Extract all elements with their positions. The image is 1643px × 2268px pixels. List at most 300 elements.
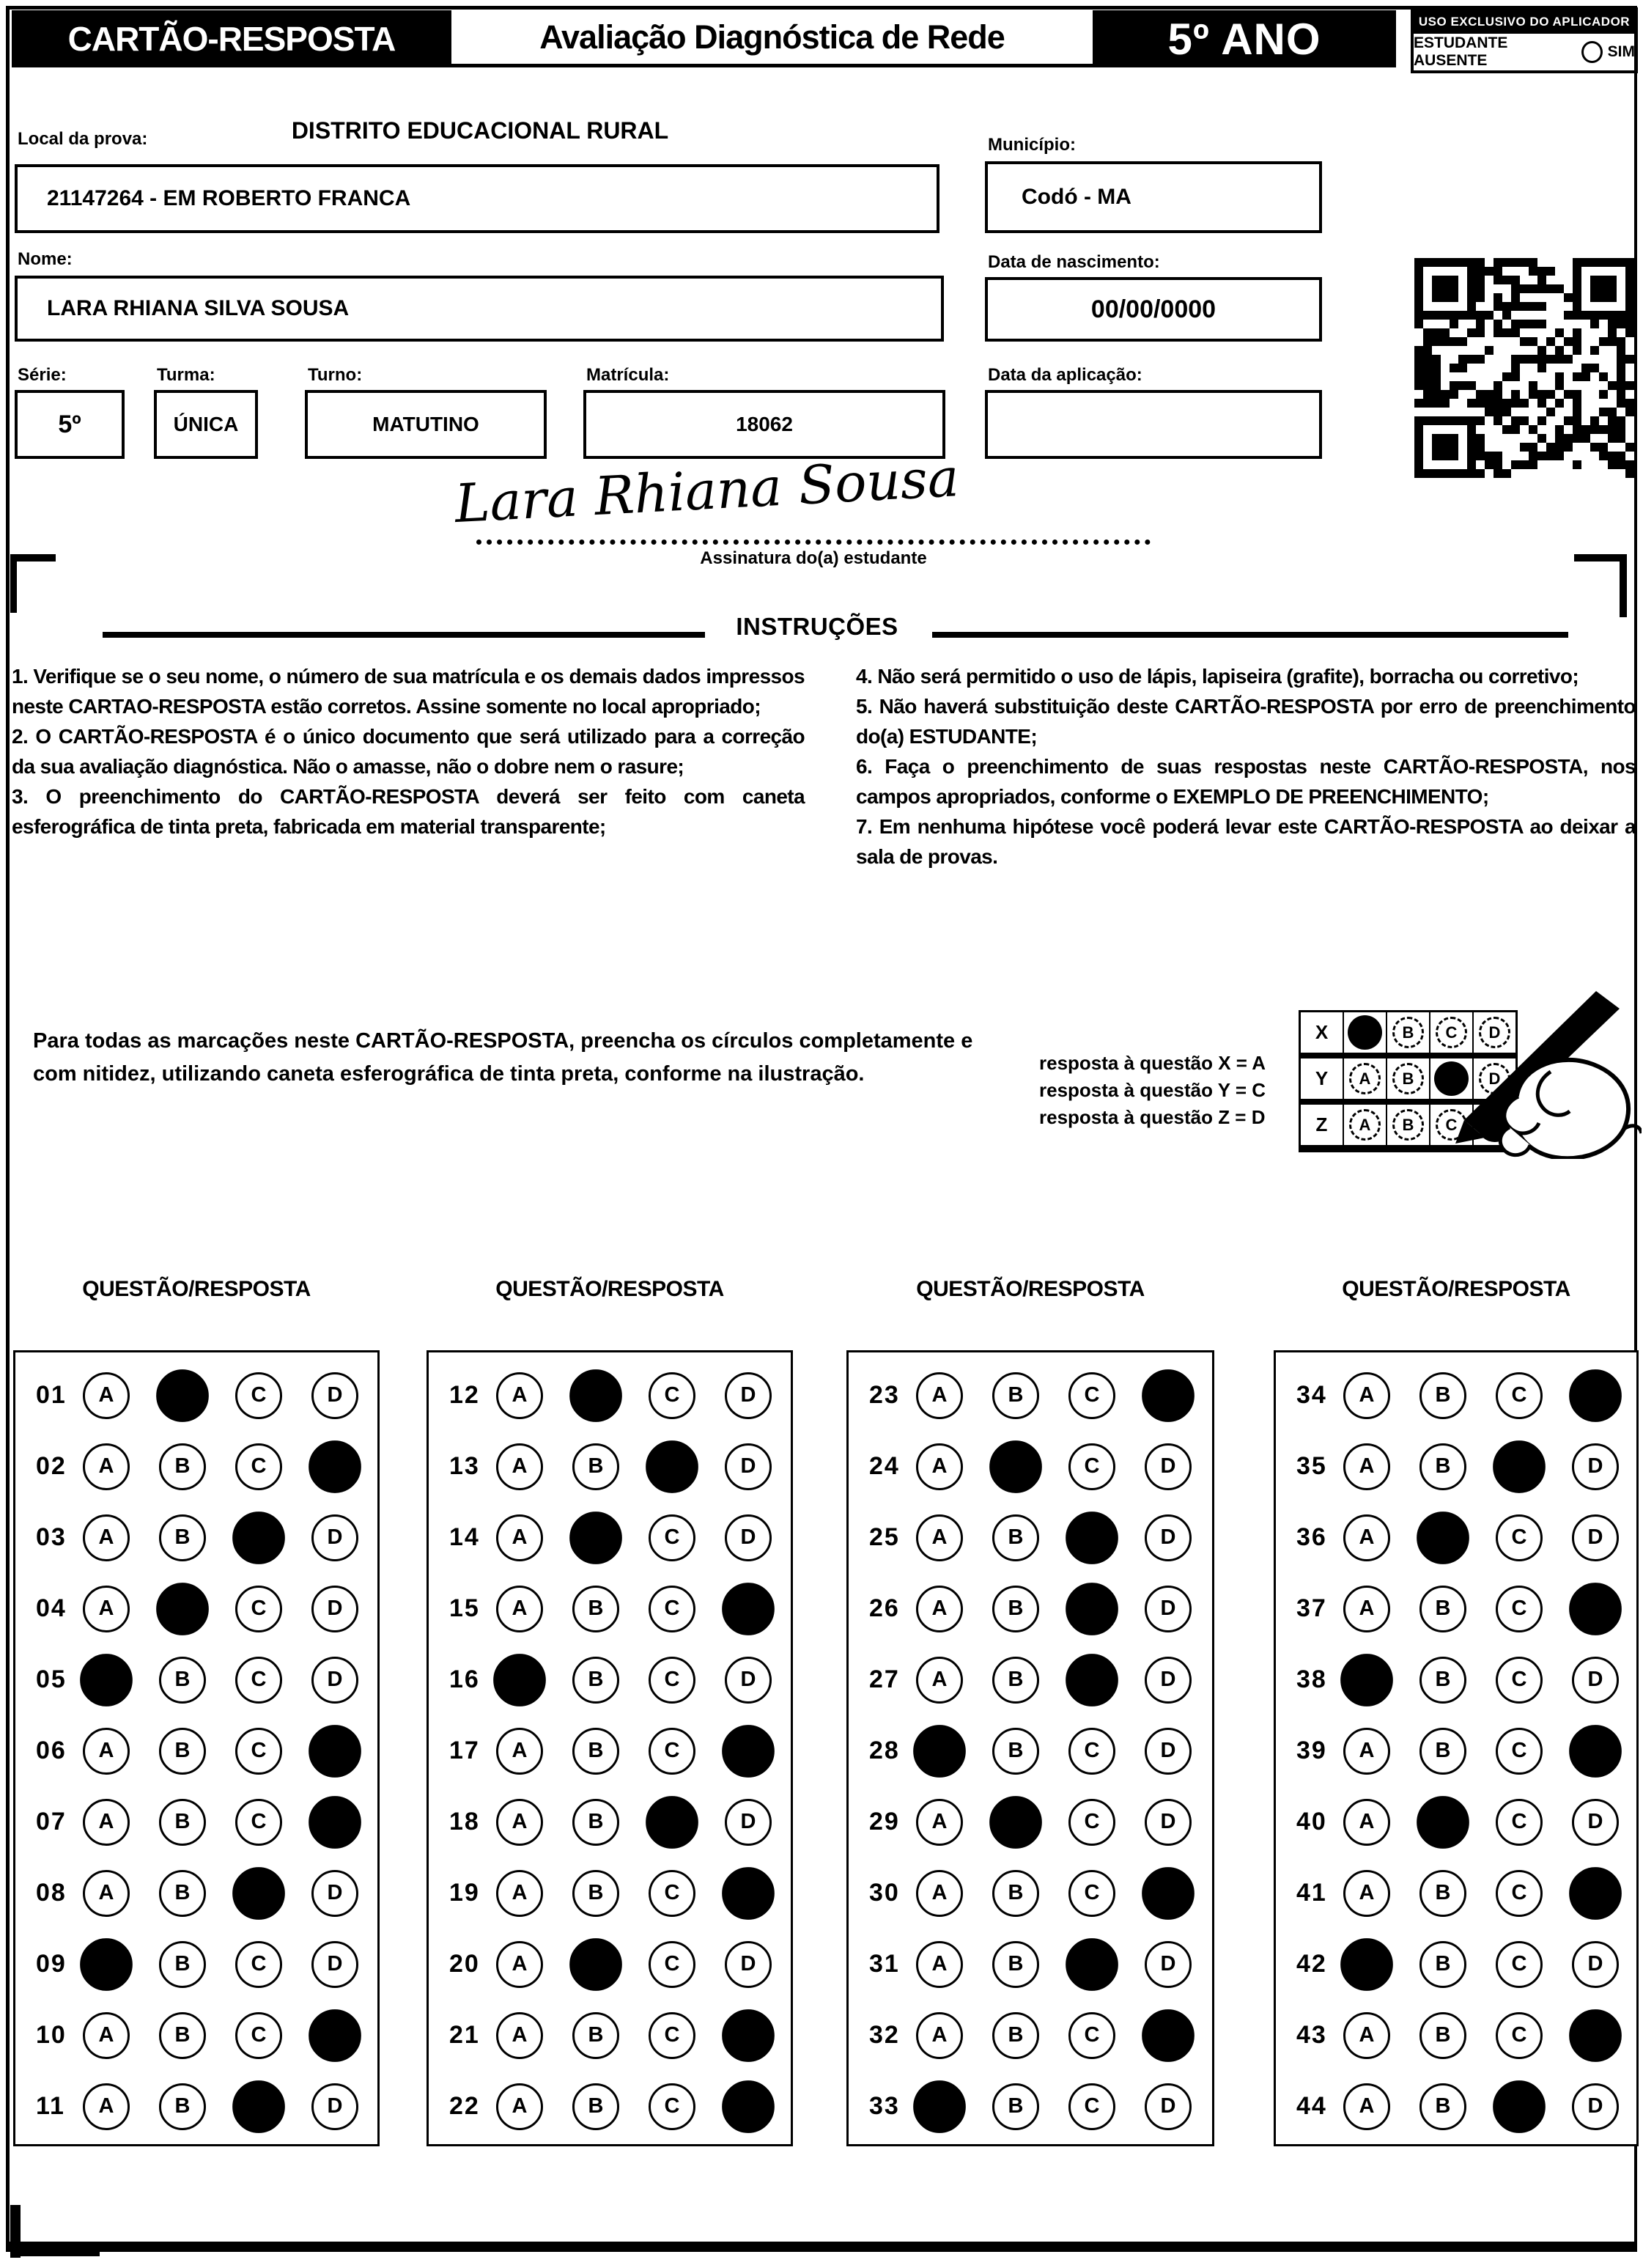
instruction-item: 2. O CARTÃO-RESPOSTA é o único documento que será utilizado para a correção da sua avaliação diagnóstica. Não o amasse, não o dobre nem o rasure; — [12, 725, 805, 778]
question-row — [849, 1573, 1212, 1644]
bubble-q40-c[interactable]: C — [1496, 1799, 1543, 1846]
bubble-q42-d[interactable]: D — [1572, 1941, 1619, 1988]
bubble-q38-a-filled[interactable] — [1340, 1654, 1393, 1706]
nascimento-label: Data de nascimento: — [988, 252, 1160, 272]
bubble-q19-c[interactable]: C — [649, 1870, 695, 1917]
bubble-q24-d[interactable]: D — [1145, 1443, 1192, 1490]
bubble-group — [1343, 2012, 1619, 2059]
answer-block — [1274, 1350, 1639, 2146]
bubble-q03-a[interactable]: A — [83, 1514, 130, 1561]
bubble-group — [496, 1372, 772, 1419]
instructions-left-column — [12, 661, 805, 842]
bubble-q02-d-filled[interactable] — [309, 1440, 361, 1493]
bubble-q09-b[interactable]: B — [159, 1941, 206, 1988]
bubble-q43-b[interactable]: B — [1419, 2012, 1466, 2059]
bubble-q20-c[interactable]: C — [649, 1941, 695, 1988]
bubble-q15-d-filled[interactable] — [722, 1583, 775, 1635]
bubble-q13-d[interactable]: D — [725, 1443, 772, 1490]
bubble-group — [83, 1799, 358, 1846]
bubble-q14-d[interactable]: D — [725, 1514, 772, 1561]
bubble-q36-b-filled[interactable] — [1417, 1512, 1469, 1564]
bubble-q22-a[interactable]: A — [496, 2083, 543, 2130]
bubble-q41-a[interactable]: A — [1343, 1870, 1390, 1917]
question-number: 21 — [449, 2021, 480, 2049]
bubble-q37-c[interactable]: C — [1496, 1586, 1543, 1632]
bubble-q02-b[interactable]: B — [159, 1443, 206, 1490]
crop-mark-bottom-left-2 — [10, 2245, 100, 2256]
question-number: 44 — [1296, 2092, 1327, 2120]
bubble-q01-a[interactable]: A — [83, 1372, 130, 1419]
answer-column — [427, 1277, 793, 2146]
bubble-q27-a[interactable]: A — [916, 1657, 963, 1704]
bubble-q31-b[interactable]: B — [992, 1941, 1039, 1988]
bubble-q39-c[interactable]: C — [1496, 1728, 1543, 1775]
bubble-q37-d-filled[interactable] — [1569, 1583, 1622, 1635]
bubble-q06-c[interactable]: C — [235, 1728, 282, 1775]
legend-line: resposta à questão Z = D — [1039, 1106, 1266, 1128]
bubble-q32-d-filled[interactable] — [1142, 2009, 1195, 2062]
bubble-q19-a[interactable]: A — [496, 1870, 543, 1917]
bubble-q11-d[interactable]: D — [311, 2083, 358, 2130]
bubble-q17-d-filled[interactable] — [722, 1725, 775, 1778]
bubble-q13-a[interactable]: A — [496, 1443, 543, 1490]
bubble-group — [83, 1657, 358, 1704]
question-row — [15, 1929, 377, 2000]
bubble-q39-a[interactable]: A — [1343, 1728, 1390, 1775]
bubble-q40-b-filled[interactable] — [1417, 1796, 1469, 1849]
example-bubble-b: B — [1392, 1109, 1424, 1141]
applicator-box-title: USO EXCLUSIVO DO APLICADOR — [1414, 10, 1635, 34]
question-number: 16 — [449, 1665, 480, 1693]
bubble-q30-a[interactable]: A — [916, 1870, 963, 1917]
question-number: 23 — [869, 1381, 900, 1409]
question-row — [429, 1431, 791, 1502]
bubble-group — [916, 1870, 1192, 1917]
instruction-item: 7. Em nenhuma hipótese você poderá levar este CARTÃO-RESPOSTA ao deixar a sala de provas. — [856, 815, 1636, 868]
bubble-q05-d[interactable]: D — [311, 1657, 358, 1704]
bubble-q38-d[interactable]: D — [1572, 1657, 1619, 1704]
question-row — [1276, 1360, 1636, 1431]
bubble-q37-a[interactable]: A — [1343, 1586, 1390, 1632]
bubble-q26-d[interactable]: D — [1145, 1586, 1192, 1632]
bubble-group — [916, 2083, 1192, 2130]
example-bubble-a: A — [1349, 1063, 1381, 1094]
bubble-q41-d-filled[interactable] — [1569, 1867, 1622, 1920]
bubble-group — [496, 2012, 772, 2059]
nome-label: Nome: — [18, 249, 73, 269]
bubble-q26-c-filled[interactable] — [1066, 1583, 1118, 1635]
bubble-q30-d-filled[interactable] — [1142, 1867, 1195, 1920]
question-number: 14 — [449, 1523, 480, 1551]
question-row — [1276, 1786, 1636, 1858]
bubble-q35-b[interactable]: B — [1419, 1443, 1466, 1490]
bubble-group — [83, 1586, 358, 1632]
bubble-q06-b[interactable]: B — [159, 1728, 206, 1775]
aplicacao-label: Data da aplicação: — [988, 365, 1142, 385]
school-field: 21147264 - EM ROBERTO FRANCA — [15, 164, 939, 233]
bubble-q09-d[interactable]: D — [311, 1941, 358, 1988]
bubble-q34-c[interactable]: C — [1496, 1372, 1543, 1419]
bubble-q18-a[interactable]: A — [496, 1799, 543, 1846]
bubble-group — [83, 2012, 358, 2059]
bubble-q41-b[interactable]: B — [1419, 1870, 1466, 1917]
question-row — [849, 1360, 1212, 1431]
bubble-q05-a-filled[interactable] — [80, 1654, 133, 1706]
bubble-q11-a[interactable]: A — [83, 2083, 130, 2130]
bubble-q38-b[interactable]: B — [1419, 1657, 1466, 1704]
bubble-group — [1343, 1728, 1619, 1775]
bubble-q04-c[interactable]: C — [235, 1586, 282, 1632]
bubble-q21-b[interactable]: B — [572, 2012, 619, 2059]
crop-mark-top-left — [10, 554, 56, 613]
question-row — [849, 2071, 1212, 2142]
bubble-q35-d[interactable]: D — [1572, 1443, 1619, 1490]
bubble-q23-c[interactable]: C — [1068, 1372, 1115, 1419]
bubble-q40-d[interactable]: D — [1572, 1799, 1619, 1846]
bubble-q32-a[interactable]: A — [916, 2012, 963, 2059]
question-row — [429, 1715, 791, 1786]
question-number: 43 — [1296, 2021, 1327, 2049]
bubble-q10-a[interactable]: A — [83, 2012, 130, 2059]
bubble-q32-b[interactable]: B — [992, 2012, 1039, 2059]
bubble-q22-b[interactable]: B — [572, 2083, 619, 2130]
bubble-q24-c[interactable]: C — [1068, 1443, 1115, 1490]
bubble-q30-c[interactable]: C — [1068, 1870, 1115, 1917]
bubble-q27-c-filled[interactable] — [1066, 1654, 1118, 1706]
bubble-q31-c-filled[interactable] — [1066, 1938, 1118, 1991]
bubble-q26-a[interactable]: A — [916, 1586, 963, 1632]
bubble-q22-c[interactable]: C — [649, 2083, 695, 2130]
question-row — [1276, 1929, 1636, 2000]
question-row — [1276, 1431, 1636, 1502]
bubble-q05-c[interactable]: C — [235, 1657, 282, 1704]
bubble-q11-b[interactable]: B — [159, 2083, 206, 2130]
bubble-q17-c[interactable]: C — [649, 1728, 695, 1775]
bubble-q29-a[interactable]: A — [916, 1799, 963, 1846]
bubble-q09-c[interactable]: C — [235, 1941, 282, 1988]
bubble-q08-d[interactable]: D — [311, 1870, 358, 1917]
bubble-group — [916, 1586, 1192, 1632]
bubble-q25-c-filled[interactable] — [1066, 1512, 1118, 1564]
bubble-q16-d[interactable]: D — [725, 1657, 772, 1704]
bubble-q12-c[interactable]: C — [649, 1372, 695, 1419]
instructions-title: INSTRUÇÕES — [736, 613, 898, 640]
bubble-q34-b[interactable]: B — [1419, 1372, 1466, 1419]
rule-left — [103, 632, 705, 638]
bubble-q27-d[interactable]: D — [1145, 1657, 1192, 1704]
question-number: 36 — [1296, 1523, 1327, 1551]
bubble-group — [496, 1657, 772, 1704]
example-bubble-b: B — [1392, 1017, 1424, 1048]
bubble-q10-d-filled[interactable] — [309, 2009, 361, 2062]
bubble-q21-a[interactable]: A — [496, 2012, 543, 2059]
turma-label: Turma: — [157, 365, 215, 385]
bubble-q37-b[interactable]: B — [1419, 1586, 1466, 1632]
bubble-group — [916, 1514, 1192, 1561]
bubble-q05-b[interactable]: B — [159, 1657, 206, 1704]
bubble-q15-a[interactable]: A — [496, 1586, 543, 1632]
bubble-q23-a[interactable]: A — [916, 1372, 963, 1419]
bubble-q07-a[interactable]: A — [83, 1799, 130, 1846]
question-row — [429, 1786, 791, 1858]
bubble-q19-d-filled[interactable] — [722, 1867, 775, 1920]
question-number: 27 — [869, 1665, 900, 1693]
serie-label: Série: — [18, 365, 67, 385]
bubble-q22-d-filled[interactable] — [722, 2080, 775, 2133]
example-cell — [1343, 1012, 1386, 1053]
bubble-q08-b[interactable]: B — [159, 1870, 206, 1917]
bubble-q08-c-filled[interactable] — [232, 1867, 285, 1920]
question-row — [1276, 1644, 1636, 1715]
question-row — [15, 1431, 377, 1502]
bubble-q12-d[interactable]: D — [725, 1372, 772, 1419]
bubble-q15-b[interactable]: B — [572, 1586, 619, 1632]
example-bubble-d: D — [1479, 1063, 1510, 1094]
bubble-q34-a[interactable]: A — [1343, 1372, 1390, 1419]
bubble-q13-c-filled[interactable] — [646, 1440, 698, 1493]
bubble-q10-b[interactable]: B — [159, 2012, 206, 2059]
question-row — [1276, 1715, 1636, 1786]
municipio-field: Codó - MA — [985, 161, 1322, 233]
question-number: 17 — [449, 1737, 480, 1764]
bubble-q43-d-filled[interactable] — [1569, 2009, 1622, 2062]
bubble-q07-c[interactable]: C — [235, 1799, 282, 1846]
question-number: 31 — [869, 1950, 900, 1978]
bubble-q16-c[interactable]: C — [649, 1657, 695, 1704]
bubble-group — [496, 1799, 772, 1846]
bubble-q27-b[interactable]: B — [992, 1657, 1039, 1704]
bubble-q11-c-filled[interactable] — [232, 2080, 285, 2133]
bubble-q01-d[interactable]: D — [311, 1372, 358, 1419]
bubble-q21-c[interactable]: C — [649, 2012, 695, 2059]
bubble-q39-d-filled[interactable] — [1569, 1725, 1622, 1778]
bubble-q38-c[interactable]: C — [1496, 1657, 1543, 1704]
question-number: 32 — [869, 2021, 900, 2049]
bubble-q33-b[interactable]: B — [992, 2083, 1039, 2130]
bubble-q25-a[interactable]: A — [916, 1514, 963, 1561]
bubble-q36-a[interactable]: A — [1343, 1514, 1390, 1561]
question-number: 29 — [869, 1808, 900, 1836]
bubble-q26-b[interactable]: B — [992, 1586, 1039, 1632]
bubble-q42-a-filled[interactable] — [1340, 1938, 1393, 1991]
question-row — [15, 1715, 377, 1786]
bubble-q42-c[interactable]: C — [1496, 1941, 1543, 1988]
bubble-q31-d[interactable]: D — [1145, 1941, 1192, 1988]
bubble-q40-a[interactable]: A — [1343, 1799, 1390, 1846]
question-row — [849, 1715, 1212, 1786]
question-row — [1276, 2000, 1636, 2071]
bubble-q14-b-filled[interactable] — [569, 1512, 622, 1564]
bubble-q01-b-filled[interactable] — [156, 1369, 209, 1422]
bubble-q35-a[interactable]: A — [1343, 1443, 1390, 1490]
bubble-q18-b[interactable]: B — [572, 1799, 619, 1846]
bubble-q06-a[interactable]: A — [83, 1728, 130, 1775]
bubble-q03-d[interactable]: D — [311, 1514, 358, 1561]
absent-checkbox[interactable] — [1581, 41, 1603, 63]
question-number: 33 — [869, 2092, 900, 2120]
question-number: 02 — [36, 1452, 67, 1480]
bubble-group — [83, 1372, 358, 1419]
bubble-q10-c[interactable]: C — [235, 2012, 282, 2059]
bubble-q04-a[interactable]: A — [83, 1586, 130, 1632]
question-number: 30 — [869, 1879, 900, 1907]
question-number: 03 — [36, 1523, 67, 1551]
bubble-q19-b[interactable]: B — [572, 1870, 619, 1917]
example-row-label: Z — [1315, 1113, 1328, 1135]
bubble-q29-b-filled[interactable] — [989, 1796, 1042, 1849]
bubble-q42-b[interactable]: B — [1419, 1941, 1466, 1988]
question-number: 11 — [36, 2092, 65, 2120]
bubble-q06-d-filled[interactable] — [309, 1725, 361, 1778]
bubble-q15-c[interactable]: C — [649, 1586, 695, 1632]
question-number: 06 — [36, 1737, 67, 1764]
question-number: 01 — [36, 1381, 67, 1409]
bubble-group — [1343, 1941, 1619, 1988]
student-signature: Lara Rhiana Sousa — [453, 446, 961, 535]
instruction-item: 3. O preenchimento do CARTÃO-RESPOSTA deverá ser feito com caneta esferográfica de tinta preta, fabricada em material transparente; — [12, 785, 805, 838]
bubble-q44-a[interactable]: A — [1343, 2083, 1390, 2130]
bubble-q34-d-filled[interactable] — [1569, 1369, 1622, 1422]
example-cell — [1343, 1058, 1386, 1099]
bubble-q36-d[interactable]: D — [1572, 1514, 1619, 1561]
bubble-q39-b[interactable]: B — [1419, 1728, 1466, 1775]
local-value: DISTRITO EDUCACIONAL RURAL — [291, 117, 669, 144]
bubble-group — [916, 1657, 1192, 1704]
bubble-q33-d[interactable]: D — [1145, 2083, 1192, 2130]
question-row — [849, 1858, 1212, 1929]
instruction-item: 6. Faça o preenchimento de suas respostas neste CARTÃO-RESPOSTA, nos campos apropriados, conforme o EXEMPLO DE PREENCHIMENTO; — [856, 755, 1636, 808]
bubble-q43-c[interactable]: C — [1496, 2012, 1543, 2059]
question-row — [429, 2071, 791, 2142]
bubble-q44-b[interactable]: B — [1419, 2083, 1466, 2130]
answer-column — [13, 1277, 380, 2146]
bubble-q41-c[interactable]: C — [1496, 1870, 1543, 1917]
bubble-q32-c[interactable]: C — [1068, 2012, 1115, 2059]
crop-mark-top-right — [1574, 554, 1627, 617]
question-number: 42 — [1296, 1950, 1327, 1978]
bubble-q02-c[interactable]: C — [235, 1443, 282, 1490]
bubble-q35-c-filled[interactable] — [1493, 1440, 1546, 1493]
bubble-q18-c-filled[interactable] — [646, 1796, 698, 1849]
bubble-q03-c-filled[interactable] — [232, 1512, 285, 1564]
example-bubble-a: A — [1349, 1109, 1381, 1141]
question-number: 34 — [1296, 1381, 1327, 1409]
bubble-group — [916, 1799, 1192, 1846]
bubble-q03-b[interactable]: B — [159, 1514, 206, 1561]
bubble-q24-a[interactable]: A — [916, 1443, 963, 1490]
bubble-group — [1343, 1870, 1619, 1917]
bubble-q14-c[interactable]: C — [649, 1514, 695, 1561]
answer-block — [427, 1350, 793, 2146]
bubble-q30-b[interactable]: B — [992, 1870, 1039, 1917]
answer-column — [846, 1277, 1214, 2146]
bubble-group — [496, 1443, 772, 1490]
bubble-group — [1343, 1799, 1619, 1846]
example-legend — [1039, 1050, 1296, 1131]
instruction-item: 5. Não haverá substituição deste CARTÃO-RESPOSTA por erro de preenchimento do(a) ESTUDANTE; — [856, 695, 1636, 748]
bubble-q07-b[interactable]: B — [159, 1799, 206, 1846]
bubble-q21-d-filled[interactable] — [722, 2009, 775, 2062]
bubble-group — [496, 1870, 772, 1917]
example-bubble-d: D — [1479, 1017, 1510, 1048]
exam-title: Avaliação Diagnóstica de Rede — [451, 10, 1093, 67]
answer-column-title: QUESTÃO/RESPOSTA — [82, 1277, 311, 1301]
question-row — [15, 1502, 377, 1573]
question-row — [15, 1360, 377, 1431]
bubble-q20-a[interactable]: A — [496, 1941, 543, 1988]
hand-pen-illustration — [1407, 987, 1642, 1159]
answer-column-title: QUESTÃO/RESPOSTA — [916, 1277, 1145, 1301]
question-row — [15, 1644, 377, 1715]
bubble-q25-b[interactable]: B — [992, 1514, 1039, 1561]
bubble-q28-c[interactable]: C — [1068, 1728, 1115, 1775]
bubble-q12-b-filled[interactable] — [569, 1369, 622, 1422]
bubble-group — [83, 1941, 358, 1988]
bubble-q17-a[interactable]: A — [496, 1728, 543, 1775]
bubble-q09-a-filled[interactable] — [80, 1938, 133, 1991]
bubble-q28-a-filled[interactable] — [913, 1725, 966, 1778]
bubble-q28-b[interactable]: B — [992, 1728, 1039, 1775]
bubble-q25-d[interactable]: D — [1145, 1514, 1192, 1561]
bubble-group — [83, 1728, 358, 1775]
bubble-q31-a[interactable]: A — [916, 1941, 963, 1988]
bubble-q02-a[interactable]: A — [83, 1443, 130, 1490]
bubble-q04-d[interactable]: D — [311, 1586, 358, 1632]
question-row — [429, 1502, 791, 1573]
absent-label: ESTUDANTE AUSENTE — [1414, 34, 1508, 69]
bubble-q16-b[interactable]: B — [572, 1657, 619, 1704]
bubble-q16-a-filled[interactable] — [493, 1654, 546, 1706]
bubble-q17-b[interactable]: B — [572, 1728, 619, 1775]
bubble-q18-d[interactable]: D — [725, 1799, 772, 1846]
bubble-q04-b-filled[interactable] — [156, 1583, 209, 1635]
bubble-q29-d[interactable]: D — [1145, 1799, 1192, 1846]
bubble-q43-a[interactable]: A — [1343, 2012, 1390, 2059]
bubble-q44-d[interactable]: D — [1572, 2083, 1619, 2130]
bubble-q24-b-filled[interactable] — [989, 1440, 1042, 1493]
bubble-q44-c-filled[interactable] — [1493, 2080, 1546, 2133]
bubble-q01-c[interactable]: C — [235, 1372, 282, 1419]
local-label: Local da prova: — [18, 129, 148, 149]
bubble-q12-a[interactable]: A — [496, 1372, 543, 1419]
bubble-q13-b[interactable]: B — [572, 1443, 619, 1490]
bubble-q14-a[interactable]: A — [496, 1514, 543, 1561]
absent-option-label: SIM — [1607, 43, 1635, 60]
question-number: 09 — [36, 1950, 67, 1978]
bubble-q33-a-filled[interactable] — [913, 2080, 966, 2133]
question-row — [849, 1431, 1212, 1502]
bubble-q29-c[interactable]: C — [1068, 1799, 1115, 1846]
bubble-q20-d[interactable]: D — [725, 1941, 772, 1988]
question-number: 15 — [449, 1594, 480, 1622]
question-row — [429, 1929, 791, 2000]
bubble-q33-c[interactable]: C — [1068, 2083, 1115, 2130]
bubble-q36-c[interactable]: C — [1496, 1514, 1543, 1561]
instruction-item: 1. Verifique se o seu nome, o número de sua matrícula e os demais dados impressos neste CARTAO-RESPOSTA estão corretos. Assine somente no local apropriado; — [12, 665, 805, 718]
bubble-q28-d[interactable]: D — [1145, 1728, 1192, 1775]
bubble-q08-a[interactable]: A — [83, 1870, 130, 1917]
matricula-label: Matrícula: — [586, 365, 670, 385]
bubble-q23-d-filled[interactable] — [1142, 1369, 1195, 1422]
bubble-q07-d-filled[interactable] — [309, 1796, 361, 1849]
question-number: 26 — [869, 1594, 900, 1622]
bubble-q20-b-filled[interactable] — [569, 1938, 622, 1991]
bubble-q23-b[interactable]: B — [992, 1372, 1039, 1419]
bubble-group — [83, 1870, 358, 1917]
example-cell — [1343, 1105, 1386, 1145]
bubble-group — [1343, 1514, 1619, 1561]
signature-label: Assinatura do(a) estudante — [700, 548, 927, 568]
